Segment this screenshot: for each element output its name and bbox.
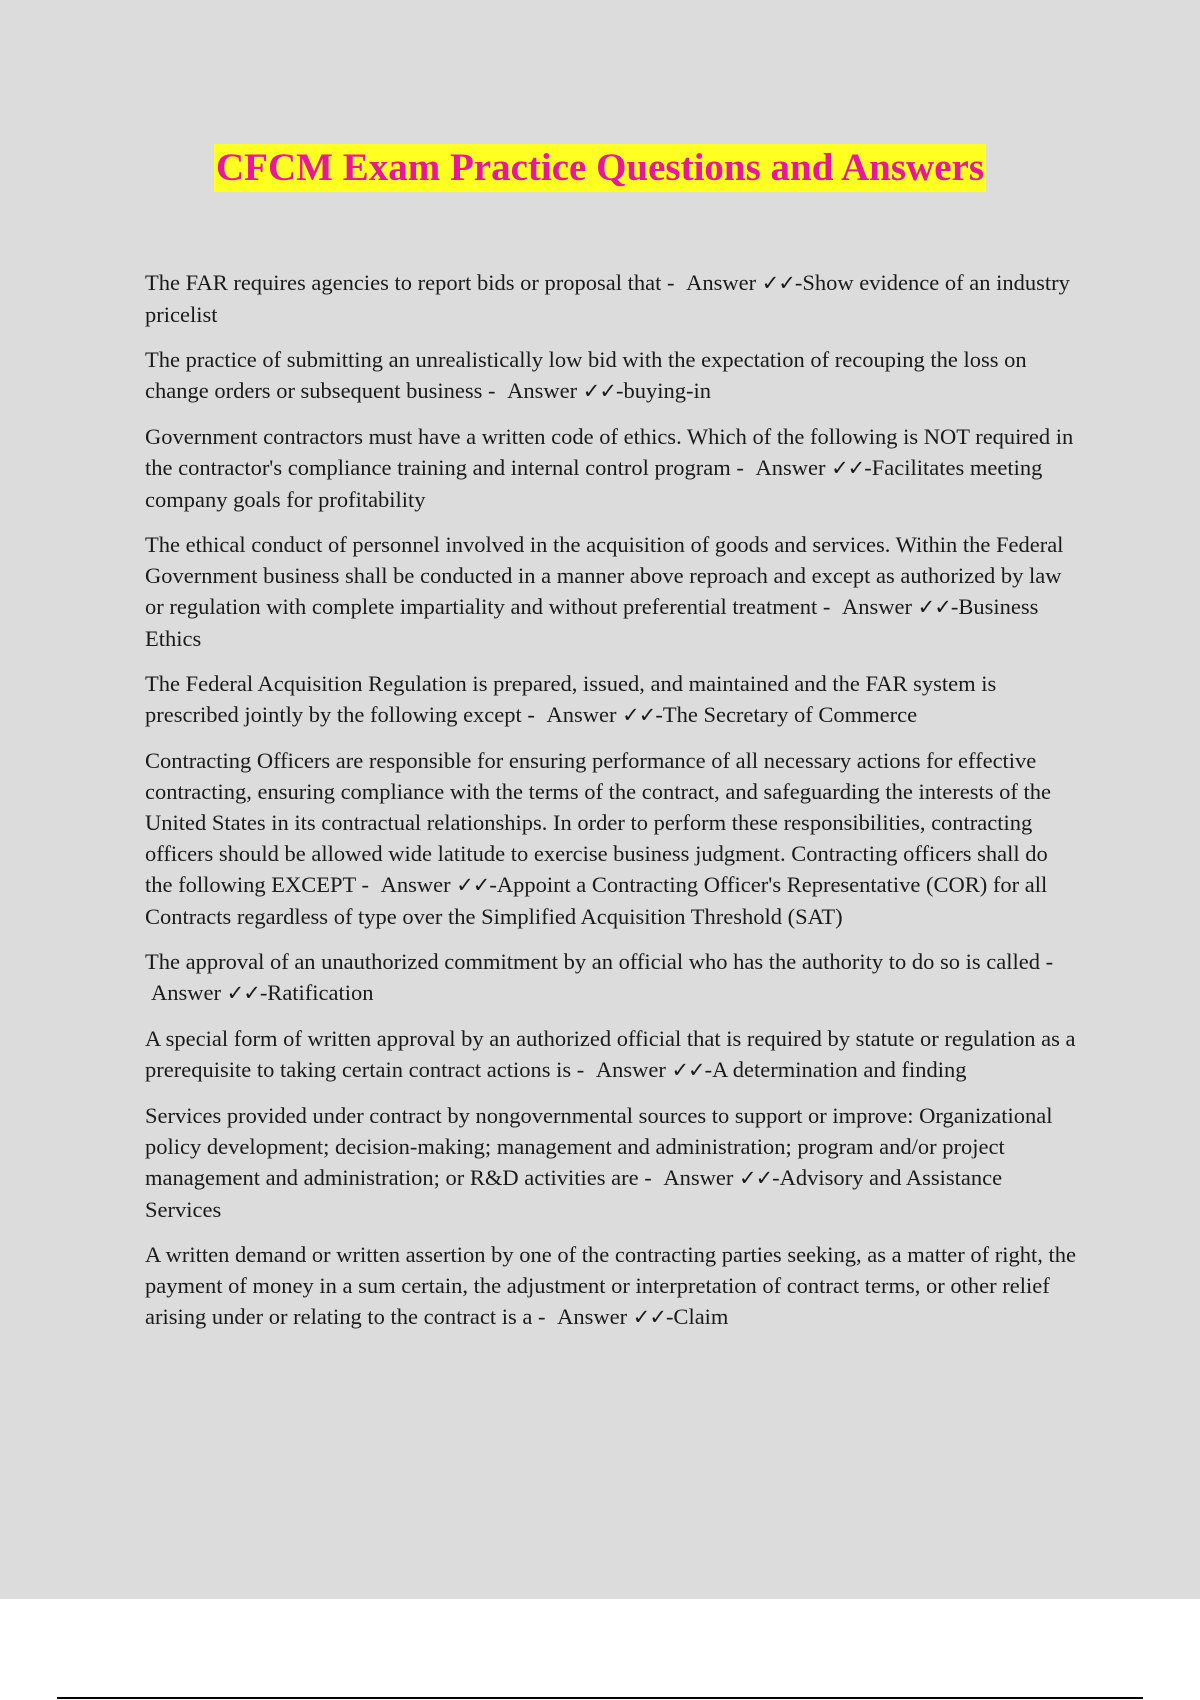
- footer-divider: [57, 1697, 1143, 1699]
- double-check-icon: ✓✓: [671, 1058, 705, 1082]
- page-title: CFCM Exam Practice Questions and Answers: [214, 144, 986, 192]
- answer-text: -The Secretary of Commerce: [655, 702, 918, 727]
- question-text: Government contractors must have a written code of ethics. Which of the following is NOT required in the contractor's compliance training and internal control program -: [145, 424, 1074, 480]
- qa-item: [145, 267, 1080, 330]
- answer-label: Answer: [151, 980, 221, 1005]
- qa-item: [145, 1100, 1080, 1225]
- answer-text: -Claim: [665, 1304, 729, 1329]
- double-check-icon: ✓✓: [456, 873, 490, 897]
- answer-text: -Ratification: [259, 980, 374, 1005]
- qa-item: [145, 1239, 1080, 1333]
- answer-text: -A determination and finding: [704, 1057, 967, 1082]
- answer-label: Answer: [663, 1165, 734, 1190]
- question-text: Contracting Officers are responsible for ensuring performance of all necessary actions for effective contracting, ensuring compliance with the terms of the contract, and safeguarding the interests of the United States in its contractual relationships. In order to perform these responsibilities, contracting officers should be allowed wide latitude to exercise business judgment. Contracting officers shall do the following EXCEPT -: [145, 748, 1051, 897]
- answer-text: -Appoint a Contracting Officer's Representative (COR) for all Contracts regardless of type over the Simplified Acquisition Threshold (SAT): [145, 872, 1048, 929]
- answer-text: -Business Ethics: [145, 594, 1039, 651]
- question-text: A special form of written approval by an authorized official that is required by statute or regulation as a prerequisite to taking certain contract actions is -: [145, 1026, 1076, 1082]
- qa-item: [145, 745, 1080, 932]
- double-check-icon: ✓✓: [917, 595, 951, 619]
- double-check-icon: ✓✓: [632, 1305, 666, 1329]
- double-check-icon: ✓✓: [582, 379, 616, 403]
- double-check-icon: ✓✓: [226, 981, 260, 1005]
- answer-label: Answer: [842, 594, 913, 619]
- question-text: The FAR requires agencies to report bids or proposal that -: [145, 270, 681, 295]
- question-text: The Federal Acquisition Regulation is prepared, issued, and maintained and the FAR system is prescribed jointly by the following except -: [145, 671, 997, 727]
- question-text: The practice of submitting an unrealistically low bid with the expectation of recouping the loss on change orders or subsequent business -: [145, 347, 1027, 403]
- double-check-icon: ✓✓: [622, 703, 656, 727]
- qa-item: [145, 668, 1080, 731]
- answer-label: Answer: [557, 1304, 628, 1329]
- answer-label: Answer: [755, 455, 826, 480]
- question-text: Services provided under contract by nongovernmental sources to support or improve: Organizational policy development; decision-making; management and administration; program and/or project management and administration; or R&D activities are -: [145, 1103, 1053, 1190]
- double-check-icon: ✓✓: [738, 1166, 773, 1190]
- qa-item: [145, 529, 1080, 654]
- answer-label: Answer: [546, 702, 617, 727]
- qa-item: [145, 946, 1080, 1009]
- qa-list: [145, 267, 1080, 1347]
- answer-text: -buying-in: [615, 378, 711, 403]
- answer-label: Answer: [380, 872, 451, 897]
- answer-text: -Show evidence of an industry pricelist: [145, 270, 1070, 327]
- answer-label: Answer: [507, 378, 578, 403]
- answer-text: -Advisory and Assistance Services: [145, 1165, 1003, 1222]
- question-text: A written demand or written assertion by one of the contracting parties seeking, as a matter of right, the payment of money in a sum certain, the adjustment or interpretation of contract terms, or other relief arising under or relating to the contract is a -: [145, 1242, 1076, 1329]
- answer-text: -Facilitates meeting company goals for profitability: [145, 455, 1043, 512]
- question-text: The approval of an unauthorized commitment by an official who has the authority to do so is called -: [145, 949, 1054, 974]
- answer-label: Answer: [686, 270, 757, 295]
- question-text: The ethical conduct of personnel involved in the acquisition of goods and services. Within the Federal Government business shall be conducted in a manner above reproach and except as authorized by law or regulation with complete impartiality and without preferential treatment -: [145, 532, 1064, 619]
- qa-item: [145, 344, 1080, 407]
- answer-label: Answer: [595, 1057, 666, 1082]
- qa-item: [145, 421, 1080, 515]
- double-check-icon: ✓✓: [761, 271, 795, 295]
- title-wrapper: [0, 144, 1200, 192]
- qa-item: [145, 1023, 1080, 1086]
- double-check-icon: ✓✓: [831, 456, 865, 480]
